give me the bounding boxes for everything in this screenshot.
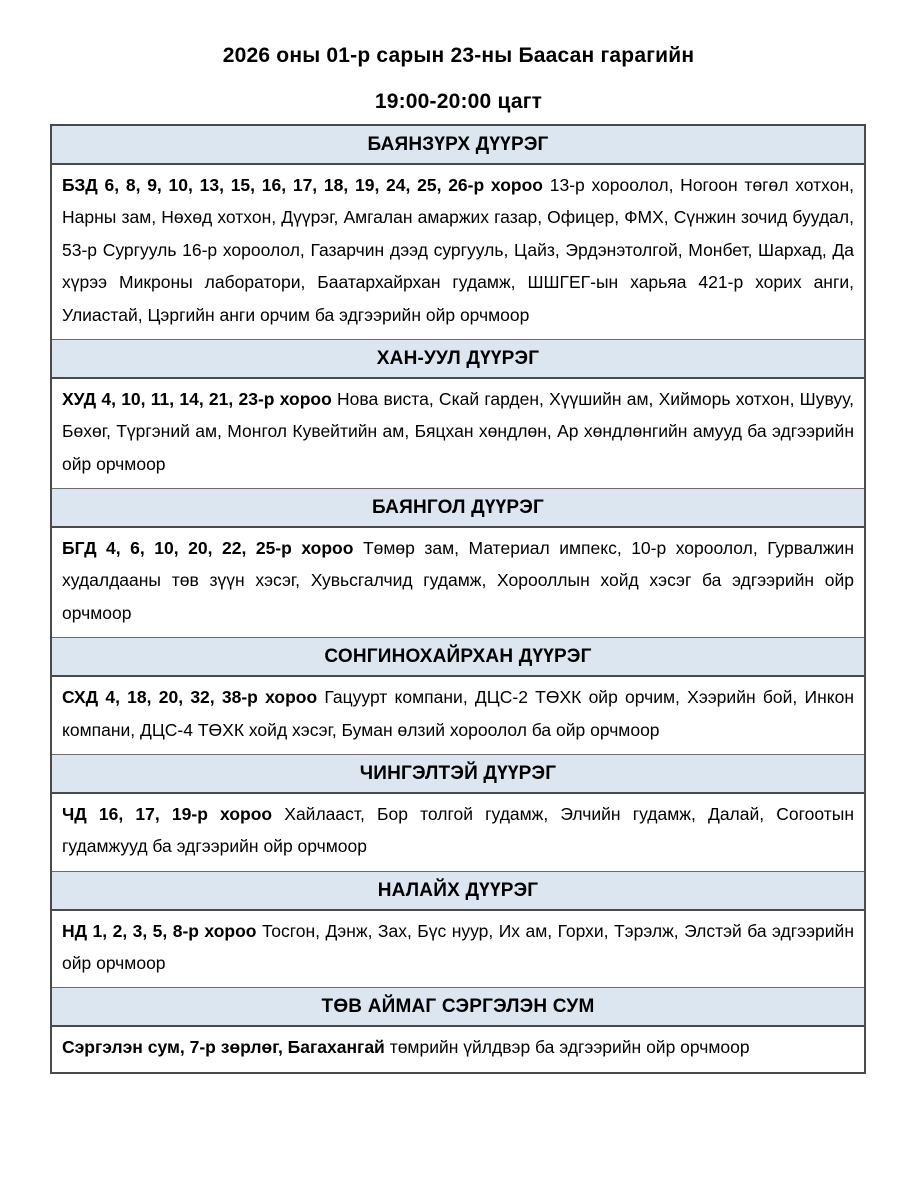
khoroo-list: ХУД 4, 10, 11, 14, 21, 23-р хороо xyxy=(62,388,332,409)
area-list: Төмөр зам, Материал импекс, 10-р хороолол, Гурвалжин худалдааны төв зүүн хэсэг, Хувьсгалчид гудамж, Хорооллын хойд хэсэг ба эдгээрийн ойр орчмоор xyxy=(62,538,854,623)
district-areas xyxy=(52,528,864,637)
district-section xyxy=(52,987,864,1071)
district-section xyxy=(52,488,864,637)
district-section xyxy=(52,637,864,754)
district-section xyxy=(52,754,864,871)
district-header: НАЛАЙХ ДҮҮРЭГ xyxy=(52,871,864,911)
khoroo-list: СХД 4, 18, 20, 32, 38-р хороо xyxy=(62,687,318,708)
khoroo-list: БГД 4, 6, 10, 20, 22, 25-р хороо xyxy=(62,538,354,558)
area-list: 13-р хороолол, Ногоон төгөл хотхон, Нарны зам, Нөхөд хотхон, Дүүрэг, Амгалан амаржих газар, Офицер, ФМХ, Сүнжин зочид буудал, 53-р Сургууль 16-р хороолол, Газарчин дээд сургууль, Цайз, Эрдэнэтолгой, Монбет, Шархад, Да хүрээ Микроны лаборатори, Баатархайрхан гудамж, ШШГЕГ-ын харьяа 421-р хорих анги, Улиастай, Цэргийн анги орчим ба эдгээрийн ойр орчмоор xyxy=(62,175,854,325)
title-date: 2026 оны 01-р сарын 23-ны Баасан гарагийн xyxy=(222,44,695,67)
district-header: ХАН-УУЛ ДҮҮРЭГ xyxy=(52,339,864,379)
district-areas xyxy=(52,911,864,988)
district-areas xyxy=(52,1027,864,1071)
district-header: СОНГИНОХАЙРХАН ДҮҮРЭГ xyxy=(52,637,864,677)
district-header: ЧИНГЭЛТЭЙ ДҮҮРЭГ xyxy=(52,754,864,794)
district-header: БАЯНГОЛ ДҮҮРЭГ xyxy=(52,488,864,528)
district-section xyxy=(52,126,864,339)
area-list: Тосгон, Дэнж, Зах, Бүс нуур, Их ам, Горхи, Тэрэлж, Элстэй ба эдгээрийн ойр орчмоор xyxy=(62,920,854,973)
area-list: Гацуурт компани, ДЦС-2 ТӨХК ойр орчим, Хээрийн бой, Инкон компани, ДЦС-4 ТӨХК хойд хэсэг, Буман өлзий хороолол ба ойр орчмоор xyxy=(62,687,854,740)
khoroo-list: НД 1, 2, 3, 5, 8-р хороо xyxy=(62,920,257,941)
khoroo-list: Сэргэлэн сум, 7-р зөрлөг, Багахангай xyxy=(62,1037,385,1058)
outage-table xyxy=(50,124,866,1074)
district-header: БАЯНЗҮРХ ДҮҮРЭГ xyxy=(52,126,864,165)
district-areas xyxy=(52,379,864,488)
district-header: ТӨВ АЙМАГ СЭРГЭЛЭН СУМ xyxy=(52,987,864,1027)
district-section xyxy=(52,871,864,988)
title-time: 19:00-20:00 цагт xyxy=(374,90,543,113)
district-areas xyxy=(52,677,864,754)
area-list: Нова виста, Скай гарден, Хүүшийн ам, Хийморь хотхон, Шувуу, Бөхөг, Түргэний ам, Монгол Кувейтийн ам, Бяцхан хөндлөн, Ар хөндлөнгийн амууд ба эдгээрийн ойр орчмоор xyxy=(62,388,854,474)
district-areas xyxy=(52,794,864,871)
area-list: Хайлааст, Бор толгой гудамж, Элчийн гудамж, Далай, Согоотын гудамжууд ба эдгээрийн ойр орчмоор xyxy=(62,803,855,857)
khoroo-list: ЧД 16, 17, 19-р хороо xyxy=(62,803,273,824)
khoroo-list: БЗД 6, 8, 9, 10, 13, 15, 16, 17, 18, 19, 24, 25, 26-р хороо xyxy=(62,175,543,195)
district-section xyxy=(52,339,864,488)
document-title xyxy=(0,0,917,114)
district-areas xyxy=(52,165,864,339)
area-list: төмрийн үйлдвэр ба эдгээрийн ойр орчмоор xyxy=(389,1037,750,1058)
